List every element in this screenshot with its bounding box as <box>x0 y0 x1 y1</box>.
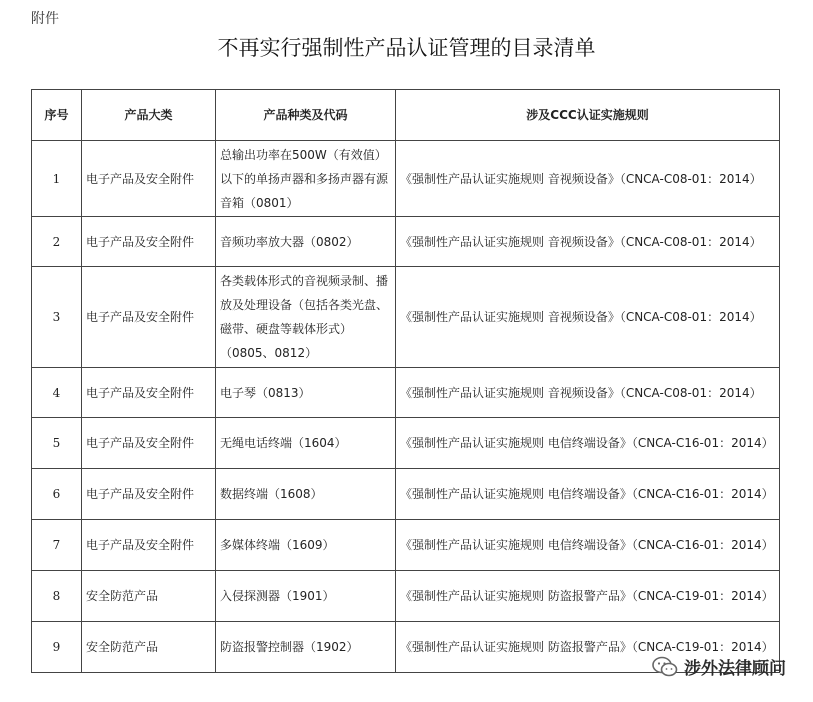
row-category: 电子产品及安全附件 <box>82 368 216 418</box>
row-product: 音频功率放大器（0802） <box>216 217 396 267</box>
wechat-icon <box>652 656 678 678</box>
catalog-table <box>31 89 780 673</box>
row-rule: 《强制性产品认证实施规则 音视频设备》（CNCA-C08-01：2014） <box>396 267 780 368</box>
row-number: 6 <box>32 469 82 520</box>
table-row <box>32 571 780 622</box>
row-category: 电子产品及安全附件 <box>82 520 216 571</box>
watermark <box>652 654 786 679</box>
document-title: 不再实行强制性产品认证管理的目录清单 <box>217 36 596 60</box>
table-row <box>32 217 780 267</box>
row-category: 电子产品及安全附件 <box>82 469 216 520</box>
row-product: 总输出功率在500W（有效值）以下的单扬声器和多扬声器有源音箱（0801） <box>216 141 396 217</box>
watermark-text: 涉外法律顾问 <box>684 659 786 679</box>
row-category: 电子产品及安全附件 <box>82 267 216 368</box>
row-product: 多媒体终端（1609） <box>216 520 396 571</box>
row-rule: 《强制性产品认证实施规则 音视频设备》（CNCA-C08-01：2014） <box>396 217 780 267</box>
table-row <box>32 368 780 418</box>
row-product: 各类载体形式的音视频录制、播放及处理设备（包括各类光盘、磁带、硬盘等载体形式）（0805、0812） <box>216 267 396 368</box>
row-number: 1 <box>32 141 82 217</box>
table-row <box>32 469 780 520</box>
row-product: 无绳电话终端（1604） <box>216 418 396 469</box>
row-category: 安全防范产品 <box>82 622 216 673</box>
row-product: 入侵探测器（1901） <box>216 571 396 622</box>
table-row <box>32 418 780 469</box>
row-number: 2 <box>32 217 82 267</box>
column-header-product: 产品种类及代码 <box>216 90 396 141</box>
column-header-number: 序号 <box>32 90 82 141</box>
row-rule: 《强制性产品认证实施规则 防盗报警产品》（CNCA-C19-01：2014） <box>396 571 780 622</box>
row-rule: 《强制性产品认证实施规则 防盗报警产品》（CNCA-C19-01：2014） <box>396 622 780 673</box>
row-category: 安全防范产品 <box>82 571 216 622</box>
row-product: 防盗报警控制器（1902） <box>216 622 396 673</box>
table-row <box>32 520 780 571</box>
column-header-rule: 涉及CCC认证实施规则 <box>396 90 780 141</box>
row-number: 7 <box>32 520 82 571</box>
row-number: 8 <box>32 571 82 622</box>
column-header-category: 产品大类 <box>82 90 216 141</box>
row-rule: 《强制性产品认证实施规则 电信终端设备》（CNCA-C16-01：2014） <box>396 520 780 571</box>
row-rule: 《强制性产品认证实施规则 音视频设备》（CNCA-C08-01：2014） <box>396 141 780 217</box>
row-number: 5 <box>32 418 82 469</box>
attachment-label: 附件 <box>31 11 59 27</box>
table-row <box>32 141 780 217</box>
table-row <box>32 267 780 368</box>
row-rule: 《强制性产品认证实施规则 音视频设备》（CNCA-C08-01：2014） <box>396 368 780 418</box>
row-category: 电子产品及安全附件 <box>82 418 216 469</box>
table-header-row <box>32 90 780 141</box>
row-rule: 《强制性产品认证实施规则 电信终端设备》（CNCA-C16-01：2014） <box>396 469 780 520</box>
row-number: 4 <box>32 368 82 418</box>
row-product: 电子琴（0813） <box>216 368 396 418</box>
row-rule: 《强制性产品认证实施规则 电信终端设备》（CNCA-C16-01：2014） <box>396 418 780 469</box>
row-category: 电子产品及安全附件 <box>82 217 216 267</box>
row-number: 9 <box>32 622 82 673</box>
row-number: 3 <box>32 267 82 368</box>
row-product: 数据终端（1608） <box>216 469 396 520</box>
row-category: 电子产品及安全附件 <box>82 141 216 217</box>
